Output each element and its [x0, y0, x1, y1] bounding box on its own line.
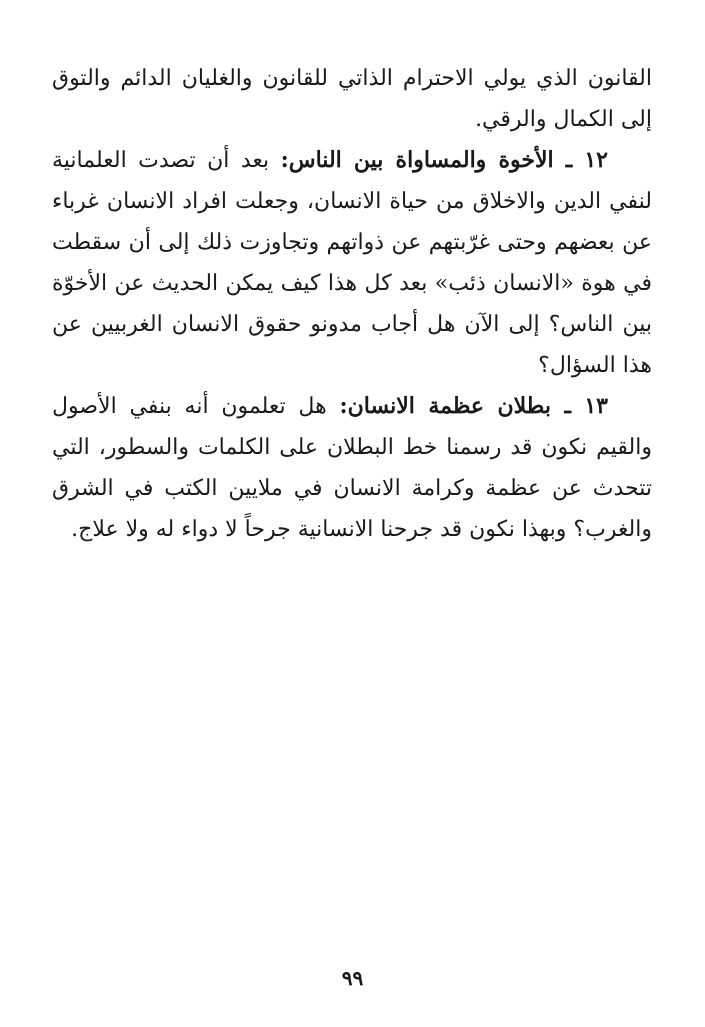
paragraph-12 [52, 140, 652, 386]
section-heading-13: ١٣ ـ بطلان عظمة الانسان: [339, 393, 608, 419]
paragraph-body: القانون الذي يولي الاحترام الذاتي للقانون والغليان الدائم والتوق إلى الكمال والرقي. [52, 66, 652, 132]
section-heading-12: ١٢ ـ الأخوة والمساواة بين الناس: [280, 147, 608, 173]
page-number: ٩٩ [341, 966, 364, 990]
body-text [52, 58, 652, 550]
paragraph-body: هل تعلمون أنه بنفي الأصول والقيم نكون قد رسمنا خط البطلان على الكلمات والسطور، التي تتحدث عن عظمة وكرامة الانسان في ملايين الكتب في الشرق والغرب؟ وبهذا نكون قد جرحنا الانسانية جرحاً لا دواء له ولا علاج. [52, 394, 652, 542]
paragraph-13 [52, 386, 652, 550]
paragraph-continuation [52, 58, 652, 140]
paragraph-body: بعد أن تصدت العلمانية لنفي الدين والاخلاق من حياة الانسان، وجعلت افراد الانسان غرباء عن بعضهم وحتى غرّبتهم عن ذواتهم وتجاوزت ذلك إلى أن سقطت في هوة «الانسان ذئب» بعد كل هذا كيف يمكن الحديث عن الأخوّة بين الناس؟ إلى الآن هل أجاب مدونو حقوق الانسان الغربيين عن هذا السؤال؟ [52, 148, 652, 378]
